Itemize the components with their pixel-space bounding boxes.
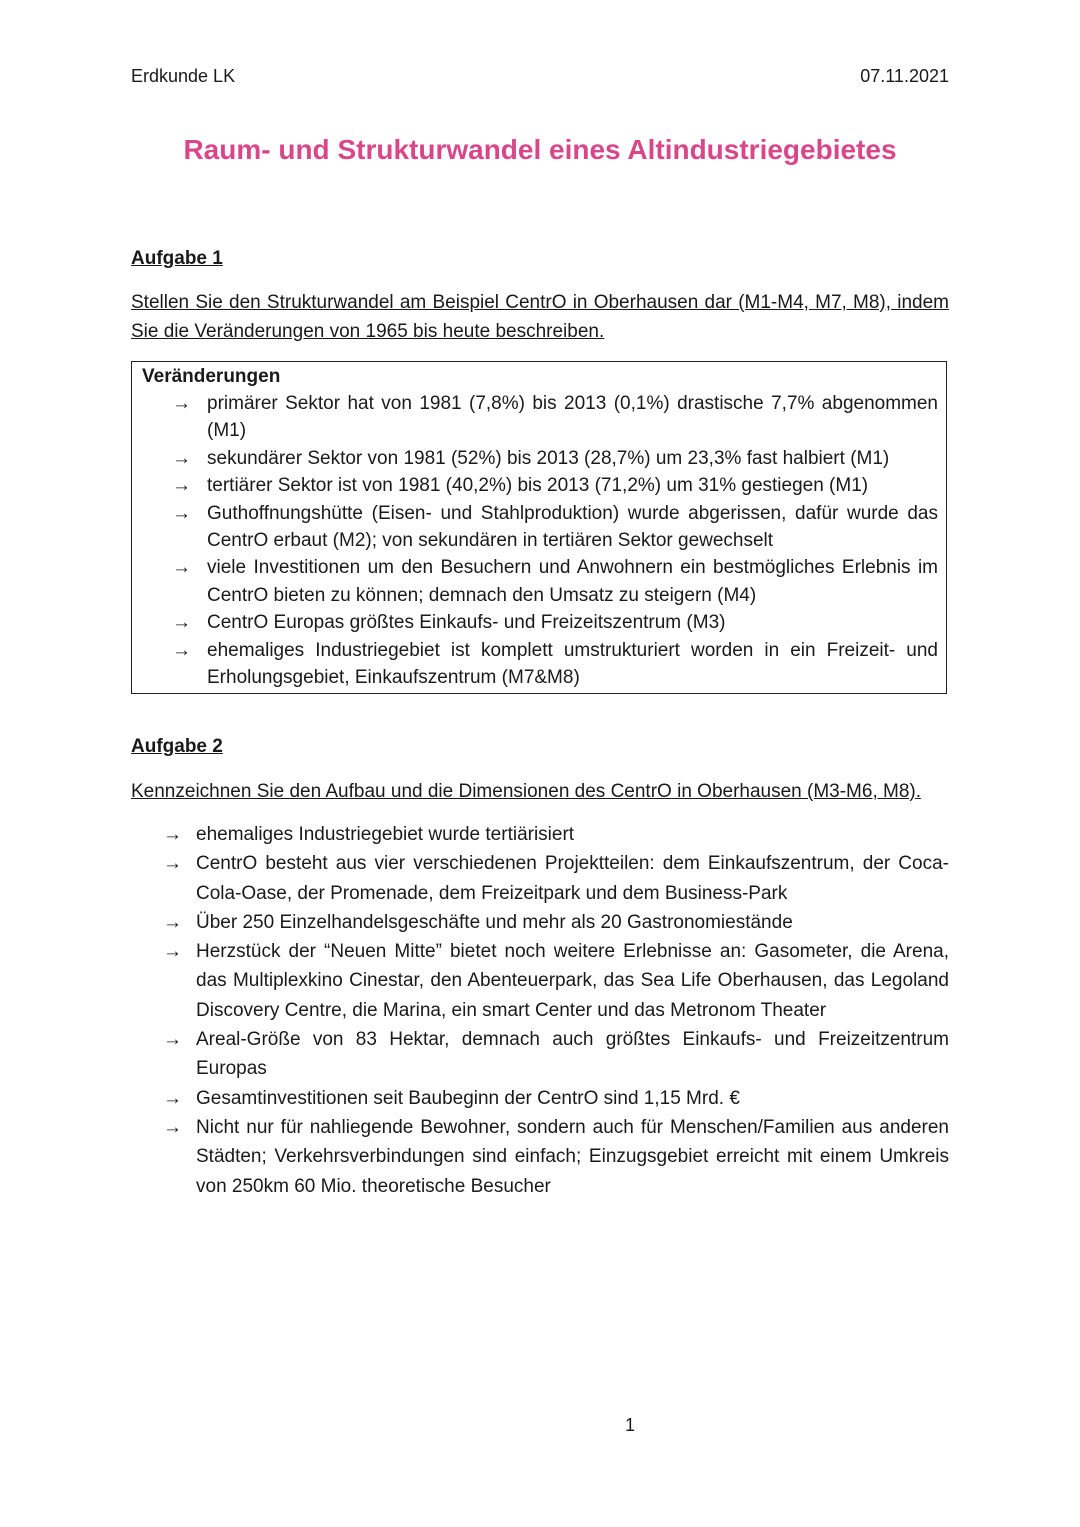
list-item: [132, 609, 946, 636]
list-item-text: Nicht nur für nahliegende Bewohner, sondern auch für Menschen/Familien aus anderen Städten; Verkehrsverbindungen sind einfach; Einzugsgebiet erreicht mit einem Umkreis von 250km 60 Mio. theoretische Besucher: [196, 1116, 949, 1197]
changes-box-title: Veränderungen: [142, 366, 281, 387]
list-item-text: ehemaliges Industriegebiet wurde tertiärisiert: [196, 824, 575, 845]
list-item-text: Über 250 Einzelhandelsgeschäfte und mehr als 20 Gastronomiestände: [196, 911, 793, 933]
task2-heading: Aufgabe 2: [131, 736, 223, 757]
arrow-right-icon: →: [163, 911, 182, 933]
list-item-text: tertiärer Sektor ist von 1981 (40,2%) bis 2013 (71,2%) um 31% gestiegen (M1): [207, 475, 869, 497]
list-item-text: sekundärer Sektor von 1981 (52%) bis 2013 (28,7%) um 23,3% fast halbiert (M1): [207, 447, 890, 469]
date-label: 07.11.2021: [860, 66, 949, 86]
page-title: Raum- und Strukturwandel eines Altindustriegebietes: [183, 134, 897, 165]
arrow-right-icon: →: [172, 639, 191, 661]
task1-prompt: Stellen Sie den Strukturwandel am Beispiel CentrO in Oberhausen dar (M1-M4, M7, M8), indem Sie die Veränderungen von 1965 bis heute beschreiben.: [131, 292, 949, 342]
arrow-right-icon: →: [163, 1029, 182, 1051]
arrow-right-icon: →: [172, 475, 191, 497]
arrow-right-icon: →: [163, 1116, 182, 1138]
page-number: 1: [624, 1415, 635, 1435]
structure-list: [131, 820, 949, 1201]
list-item: [132, 445, 946, 472]
structure-list-container: [131, 820, 949, 1201]
arrow-right-icon: →: [172, 447, 191, 469]
list-item-text: Herzstück der “Neuen Mitte” bietet noch weitere Erlebnisse an: Gasometer, die Arena, das Multiplexkino Cinestar, den Abenteuerpark, das Sea Life Oberhausen, das Legoland Discovery Centre, die Marina, ein smart Center und das Metronom Theater: [196, 941, 949, 1021]
arrow-right-icon: →: [172, 502, 191, 524]
list-item: [131, 1113, 949, 1201]
arrow-right-icon: →: [172, 393, 191, 414]
list-item-text: Areal-Größe von 83 Hektar, demnach auch größtes Einkaufs- und Freizeitzentrum Europas: [196, 1029, 949, 1080]
changes-box: [131, 361, 947, 694]
list-item-text: CentrO besteht aus vier verschiedenen Projektteilen: dem Einkaufszentrum, der Coca-Cola-Oase, der Promenade, dem Freizeitpark und dem Business-Park: [196, 853, 949, 904]
list-item-text: primärer Sektor hat von 1981 (7,8%) bis 2013 (0,1%) drastische 7,7% abgenommen (M1): [207, 393, 938, 442]
arrow-right-icon: →: [172, 557, 191, 579]
list-item-text: CentrO Europas größtes Einkaufs- und Freizeitszentrum (M3): [207, 612, 726, 634]
list-item: [131, 1084, 949, 1113]
list-item: [131, 820, 949, 849]
list-item: [132, 472, 946, 499]
list-item-text: ehemaliges Industriegebiet ist komplett umstrukturiert worden in ein Freizeit- und Erholungsgebiet, Einkaufszentrum (M7&M8): [207, 639, 938, 689]
changes-list: [132, 390, 946, 691]
arrow-right-icon: →: [163, 941, 182, 963]
task1-heading: Aufgabe 1: [131, 248, 223, 269]
list-item: [132, 637, 946, 692]
list-item: [132, 500, 946, 555]
arrow-right-icon: →: [172, 612, 191, 634]
arrow-right-icon: →: [163, 853, 182, 875]
list-item: [131, 849, 949, 908]
task2-prompt: Kennzeichnen Sie den Aufbau und die Dimensionen des CentrO in Oberhausen (M3-M6, M8).: [131, 781, 922, 802]
arrow-right-icon: →: [163, 1087, 182, 1109]
list-item-text: Gesamtinvestitionen seit Baubeginn der CentrO sind 1,15 Mrd. €: [196, 1087, 740, 1109]
arrow-right-icon: →: [163, 824, 182, 845]
list-item: [131, 937, 949, 1025]
list-item: [132, 390, 946, 445]
list-item-text: viele Investitionen um den Besuchern und Anwohnern ein bestmögliches Erlebnis im CentrO bieten zu können; demnach den Umsatz zu steigern (M4): [207, 557, 938, 606]
list-item: [132, 554, 946, 609]
course-label: Erdkunde LK: [131, 66, 236, 86]
list-item-text: Guthoffnungshütte (Eisen- und Stahlproduktion) wurde abgerissen, dafür wurde das CentrO erbaut (M2); von sekundären in tertiären Sektor gewechselt: [207, 502, 938, 552]
list-item: [131, 908, 949, 937]
list-item: [131, 1025, 949, 1084]
